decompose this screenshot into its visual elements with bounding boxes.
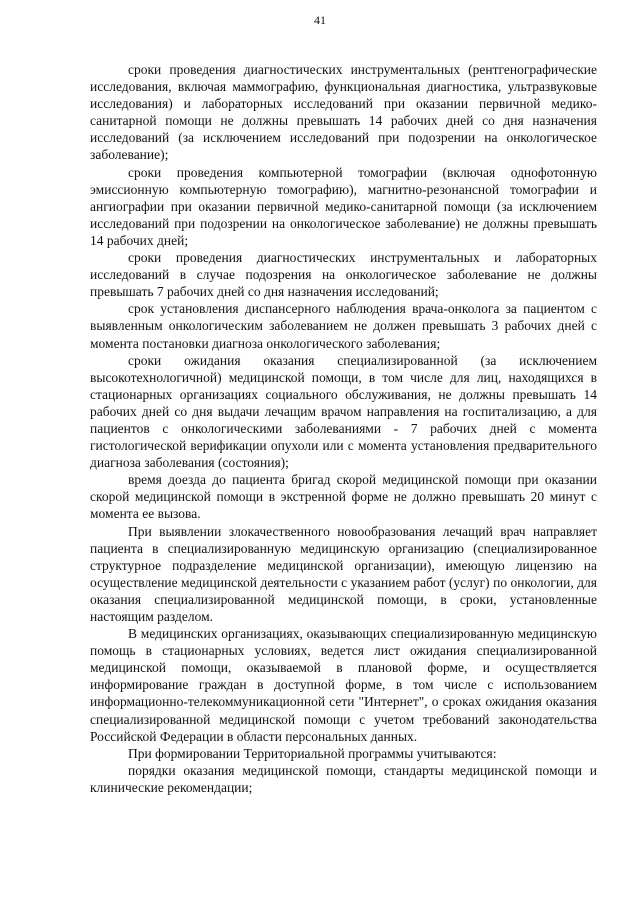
paragraph-diagnostic-terms: сроки проведения диагностических инструментальных (рентгенографические исследования, включая маммографию, функциональная диагностика, ультразвуковые исследования) и лабораторных исследований при оказании первичной медико-санитарной помощи не должны превышать 14 рабочих дней со дня назначения исследований (за исключением исследований при подозрении на онкологическое заболевание); — [90, 62, 597, 163]
document-body — [90, 61, 597, 796]
paragraph-ambulance-arrival-time: время доезда до пациента бригад скорой медицинской помощи при оказании скорой медицинской помощи в экстренной форме не должно превышать 20 минут с момента ее вызова. — [90, 472, 597, 522]
paragraph-tomography-terms: сроки проведения компьютерной томографии (включая однофотонную эмиссионную компьютерную томографию), магнитно-резонансной томографии и ангиографии при оказании первичной медико-санитарной помощи (за исключением исследований при подозрении на онкологическое заболевание) не должны превышать 14 рабочих дней; — [90, 164, 597, 248]
paragraph-malignant-neoplasm-referral: При выявлении злокачественного новообразования лечащий врач направляет пациента в специализированную медицинскую организацию (специализированное структурное подразделение медицинской организации), имеющую лицензию на осуществление медицинской деятельности с указанием работ (услуг) по онкологии, для оказания специализированной медицинской помощи, в сроки, установленные настоящим разделом. — [90, 523, 597, 624]
paragraph-oncology-diagnostic-terms: сроки проведения диагностических инструментальных и лабораторных исследований в случае подозрения на онкологическое заболевание не должны превышать 7 рабочих дней со дня назначения исследований; — [90, 250, 597, 300]
page-number: 41 — [314, 13, 326, 27]
paragraph-waiting-list: В медицинских организациях, оказывающих специализированную медицинскую помощь в стационарных условиях, ведется лист ожидания специализированной медицинской помощи, оказываемой в плановой форме, и осуществляется информирование граждан в доступной форме, в том числе с использованием информационно-телекоммуникационной сети "Интернет", о сроках ожидания оказания специализированной медицинской помощи с учетом требований законодательства Российской Федерации в области персональных данных. — [90, 626, 597, 744]
paragraph-care-procedures: порядки оказания медицинской помощи, стандарты медицинской помощи и клинические рекомендации; — [90, 762, 597, 795]
paragraph-specialized-care-waiting: сроки ожидания оказания специализированной (за исключением высокотехнологичной) медицинской помощи, в том числе для лиц, находящихся в стационарных организациях социального обслуживания, не должны превышать 14 рабочих дней со дня выдачи лечащим врачом направления на госпитализацию, а для пациентов с онкологическими заболеваниями - 7 рабочих дней с момента гистологической верификации опухоли или с момента установления предварительного диагноза заболевания (состояния); — [90, 352, 597, 471]
paragraph-dispensary-observation-term: срок установления диспансерного наблюдения врача-онколога за пациентом с выявленным онкологическим заболеванием не должен превышать 3 рабочих дней с момента постановки диагноза онкологического заболевания; — [90, 301, 597, 351]
paragraph-program-considerations: При формировании Территориальной программы учитываются: — [128, 745, 497, 761]
